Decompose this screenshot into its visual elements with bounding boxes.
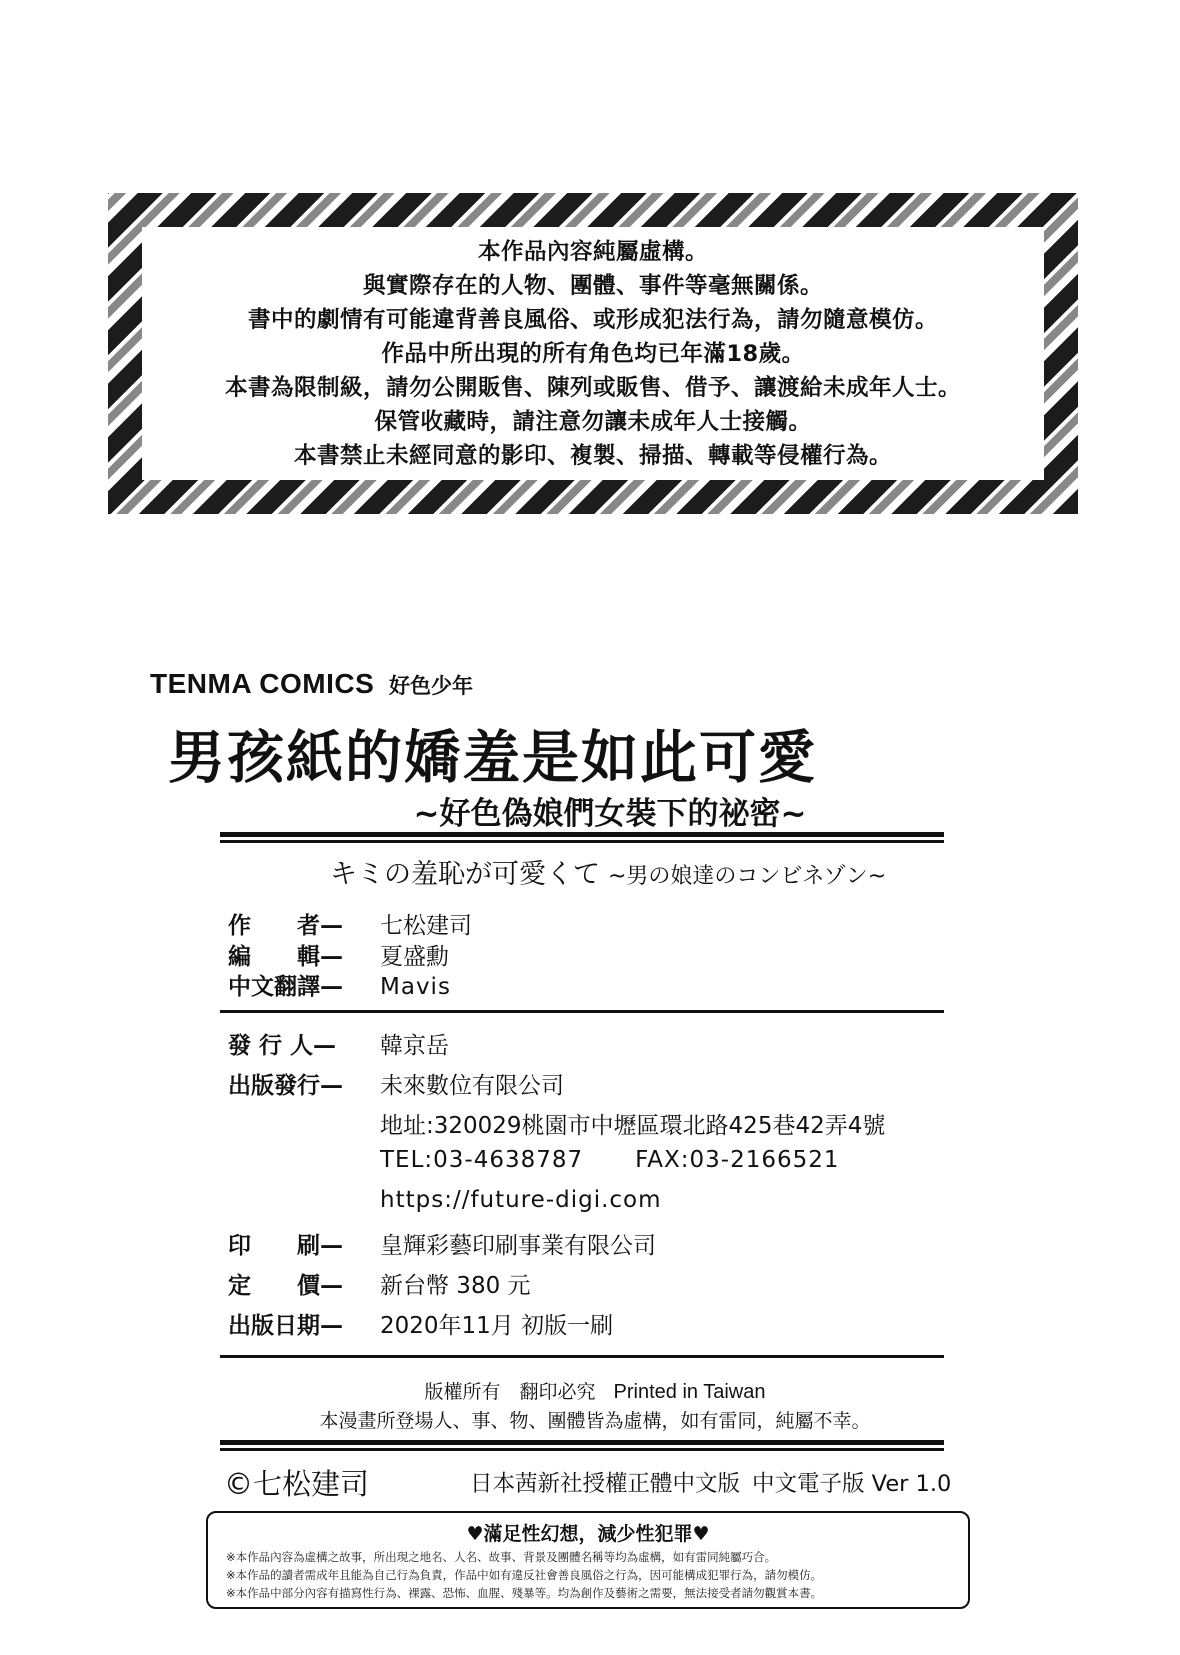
divider: [220, 1440, 944, 1445]
credit-value: 七松建司: [380, 913, 472, 939]
publisher-fax: FAX:03-2166521: [635, 1147, 840, 1173]
print-value: 皇輝彩藝印刷事業有限公司: [380, 1233, 656, 1259]
warning-line: 本作品內容純屬虛構。: [477, 238, 708, 265]
series-imprint: 好色少年: [389, 674, 474, 698]
print-label: 出版日期—: [228, 1313, 343, 1339]
warning-line: 本書為限制級，請勿公開販售、陳列或販售、借予、讓渡給未成年人士。: [224, 374, 961, 401]
divider: [220, 832, 944, 837]
original-title-sub: ~男の娘達のコンビネゾン~: [608, 864, 887, 889]
warning-line: 作品中所出現的所有角色均已年滿18歲。: [381, 340, 805, 367]
publisher-label: 出版發行—: [228, 1073, 343, 1099]
credit-row: [228, 968, 451, 1001]
notice-box: [206, 1511, 970, 1609]
print-label: 印 刷—: [228, 1233, 343, 1259]
credit-label: 編 輯—: [228, 944, 343, 970]
copyright-notice: ©七松建司: [224, 1467, 370, 1501]
divider: [220, 1355, 944, 1358]
printed-in: Printed in Taiwan: [613, 1381, 766, 1403]
notice-line: ※本作品內容為虛構之故事，所出現之地名、人名、故事、背景及團體名稱等均為虛構，如有雷同純屬巧合。: [226, 1550, 777, 1564]
print-label: 定 價—: [228, 1273, 343, 1299]
original-title-main: キミの羞恥が可愛くて: [330, 859, 600, 890]
credit-value: 夏盛勳: [380, 944, 449, 970]
license-line: [470, 1466, 951, 1498]
warning-line: 書中的劇情有可能違背善良風俗、或形成犯法行為，請勿隨意模仿。: [247, 306, 938, 333]
series-name: TENMA COMICS: [150, 668, 375, 699]
original-title: [330, 852, 886, 891]
publisher-url: https://future-digi.com: [380, 1187, 662, 1213]
warning-frame: [108, 193, 1078, 514]
divider: [220, 1010, 944, 1013]
print-value: 2020年11月 初版一刷: [380, 1313, 614, 1339]
license-text: 日本茜新社授權正體中文版: [470, 1471, 741, 1497]
edition-text: 中文電子版 Ver 1.0: [752, 1471, 952, 1497]
divider: [220, 840, 944, 843]
credit-row: [228, 938, 449, 971]
fiction-disclaimer: 本漫畫所登場人、事、物、團體皆為虛構，如有雷同，純屬不幸。: [319, 1410, 871, 1432]
publisher-row: [228, 1067, 564, 1100]
publisher-contact: [380, 1147, 840, 1173]
notice-line: ※本作品的讀者需成年且能為自己行為負責，作品中如有違反社會善良風俗之行為，因可能構成犯罪行為，請勿模仿。: [226, 1568, 823, 1582]
book-title: 男孩紙的嬌羞是如此可愛: [168, 725, 817, 791]
warning-box: [142, 227, 1044, 480]
publisher-tel: TEL:03-4638787: [380, 1147, 584, 1173]
publisher-address: 地址:320029桃園市中壢區環北路425巷42弄4號: [380, 1113, 886, 1139]
publisher-row: [228, 1027, 449, 1060]
rights-text: 版權所有 翻印必究: [424, 1381, 596, 1403]
warning-line: 保管收藏時，請注意勿讓未成年人士接觸。: [374, 408, 812, 435]
warning-line: 本書禁止未經同意的影印、複製、掃描、轉載等侵權行為。: [293, 442, 892, 469]
print-row: [228, 1227, 656, 1260]
divider: [220, 1448, 944, 1451]
publisher-label: 發 行 人—: [228, 1033, 337, 1059]
notice-line: ※本作品中部分內容有描寫性行為、裸露、恐怖、血腥、殘暴等。均為創作及藝術之需要，無法接受者請勿觀賞本書。: [226, 1586, 823, 1600]
print-row: [228, 1267, 531, 1300]
book-subtitle: ~好色偽娘們女裝下的祕密~: [413, 796, 807, 832]
publisher-value: 韓京岳: [380, 1033, 449, 1059]
credit-label: 作 者—: [228, 913, 343, 939]
publisher-value: 未來數位有限公司: [380, 1073, 564, 1099]
warning-line: 與實際存在的人物、團體、事件等毫無關係。: [362, 272, 823, 299]
credit-value: Mavis: [380, 974, 451, 1000]
credit-label: 中文翻譯—: [228, 974, 343, 1000]
credit-row: [228, 907, 472, 940]
rights-line: [0, 1377, 1180, 1404]
print-row: [228, 1307, 613, 1340]
series-label: [150, 668, 473, 700]
print-value: 新台幣 380 元: [380, 1273, 531, 1299]
notice-heading: ♥滿足性幻想，減少性犯罪♥: [466, 1523, 710, 1545]
